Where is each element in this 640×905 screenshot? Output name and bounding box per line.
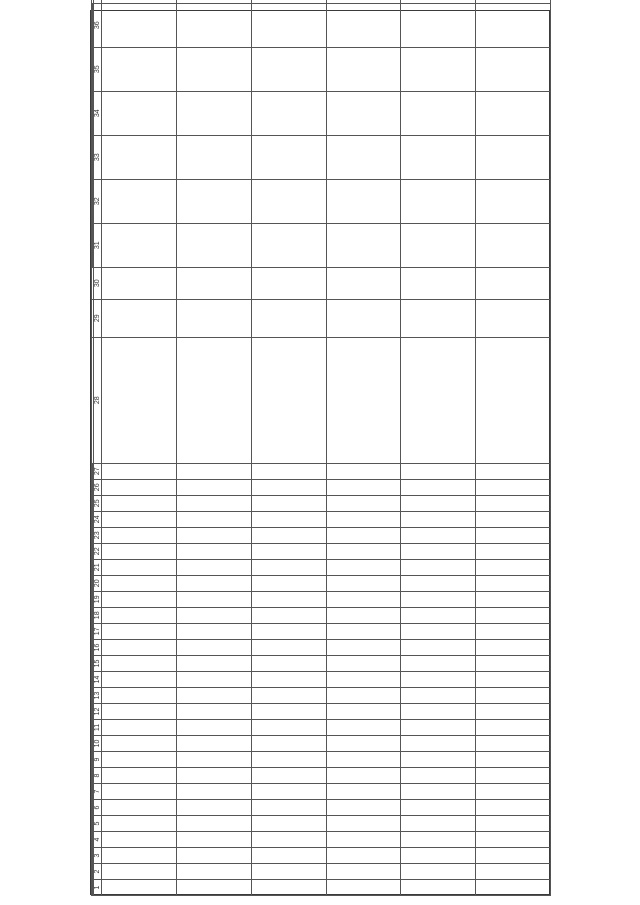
row-value [102, 3, 177, 47]
row-description [326, 337, 401, 463]
row-value [326, 135, 401, 179]
row-value [401, 135, 476, 179]
row-value [326, 223, 401, 267]
row-value [401, 47, 476, 91]
row-base [401, 267, 476, 299]
row-value [102, 135, 177, 179]
row-description [401, 337, 476, 463]
column-number-23: 23 [94, 527, 102, 543]
row-value [401, 3, 476, 47]
column-number-17: 17 [94, 623, 102, 639]
row-value [401, 223, 476, 267]
row-unit [401, 299, 476, 337]
row-base [326, 267, 401, 299]
column-number-7: 7 [94, 784, 102, 800]
row-value [326, 179, 401, 223]
row-value [177, 47, 252, 91]
column-number-8: 8 [94, 768, 102, 784]
row-value [177, 223, 252, 267]
column-number-14: 14 [94, 672, 102, 688]
column-number-25: 25 [94, 495, 102, 511]
column-number-22: 22 [94, 543, 102, 559]
row-value [177, 91, 252, 135]
column-number-4: 4 [94, 832, 102, 848]
table-row [476, 0, 551, 896]
row-value [326, 91, 401, 135]
row-description [251, 337, 326, 463]
row-value [177, 179, 252, 223]
column-number-15: 15 [94, 656, 102, 672]
column-number-30: 30 [94, 267, 102, 299]
table-row [177, 0, 252, 896]
column-number-34: 34 [94, 91, 102, 135]
row-unit [177, 299, 252, 337]
column-number-6: 6 [94, 800, 102, 816]
column-number-20: 20 [94, 575, 102, 591]
column-number-16: 16 [94, 640, 102, 656]
row-target [401, 0, 476, 3]
row-value [177, 3, 252, 47]
column-number-36: 36 [94, 3, 102, 47]
column-number-27: 27 [94, 463, 102, 479]
column-number-29: 29 [94, 299, 102, 337]
rotated-table-container [91, 11, 551, 896]
row-value [102, 91, 177, 135]
row-value [401, 91, 476, 135]
row-value [476, 179, 551, 223]
row-target [476, 0, 551, 3]
row-value [401, 179, 476, 223]
column-number-5: 5 [94, 816, 102, 832]
table-row [251, 0, 326, 896]
row-value [177, 135, 252, 179]
row-target [177, 0, 252, 3]
row-value [326, 3, 401, 47]
row-value [102, 179, 177, 223]
column-number-11: 11 [94, 720, 102, 736]
column-number-3: 3 [94, 848, 102, 864]
column-number-33: 33 [94, 135, 102, 179]
row-value [476, 135, 551, 179]
row-target [102, 0, 177, 3]
column-number-37 [94, 0, 102, 3]
row-description [177, 337, 252, 463]
column-number-13: 13 [94, 688, 102, 704]
row-unit [476, 299, 551, 337]
table-frame [90, 10, 550, 895]
row-value [251, 91, 326, 135]
program-indicators-table [91, 0, 551, 896]
row-value [476, 223, 551, 267]
column-number-1: 1 [94, 880, 102, 896]
column-number-32: 32 [94, 179, 102, 223]
table-row [401, 0, 476, 896]
row-base [102, 267, 177, 299]
row-value [251, 135, 326, 179]
column-number-19: 19 [94, 591, 102, 607]
column-number-12: 12 [94, 704, 102, 720]
row-value [476, 47, 551, 91]
row-value [251, 179, 326, 223]
column-number-28: 28 [94, 337, 102, 463]
row-value [476, 3, 551, 47]
column-number-24: 24 [94, 511, 102, 527]
column-number-31: 31 [94, 223, 102, 267]
row-description [102, 337, 177, 463]
row-target [251, 0, 326, 3]
row-value [251, 3, 326, 47]
row-value [251, 47, 326, 91]
row-unit [102, 299, 177, 337]
row-base [476, 267, 551, 299]
column-number-18: 18 [94, 607, 102, 623]
row-unit [326, 299, 401, 337]
table-row [326, 0, 401, 896]
column-number-21: 21 [94, 559, 102, 575]
column-number-row [94, 0, 102, 896]
row-target [326, 0, 401, 3]
column-number-10: 10 [94, 736, 102, 752]
column-number-9: 9 [94, 752, 102, 768]
table-row [102, 0, 177, 896]
row-description [476, 337, 551, 463]
row-value [476, 91, 551, 135]
row-base [177, 267, 252, 299]
row-value [251, 223, 326, 267]
row-value [326, 47, 401, 91]
row-value [102, 223, 177, 267]
row-value [102, 47, 177, 91]
column-number-2: 2 [94, 864, 102, 880]
column-number-35: 35 [94, 47, 102, 91]
column-number-26: 26 [94, 479, 102, 495]
row-base [251, 267, 326, 299]
row-unit [251, 299, 326, 337]
